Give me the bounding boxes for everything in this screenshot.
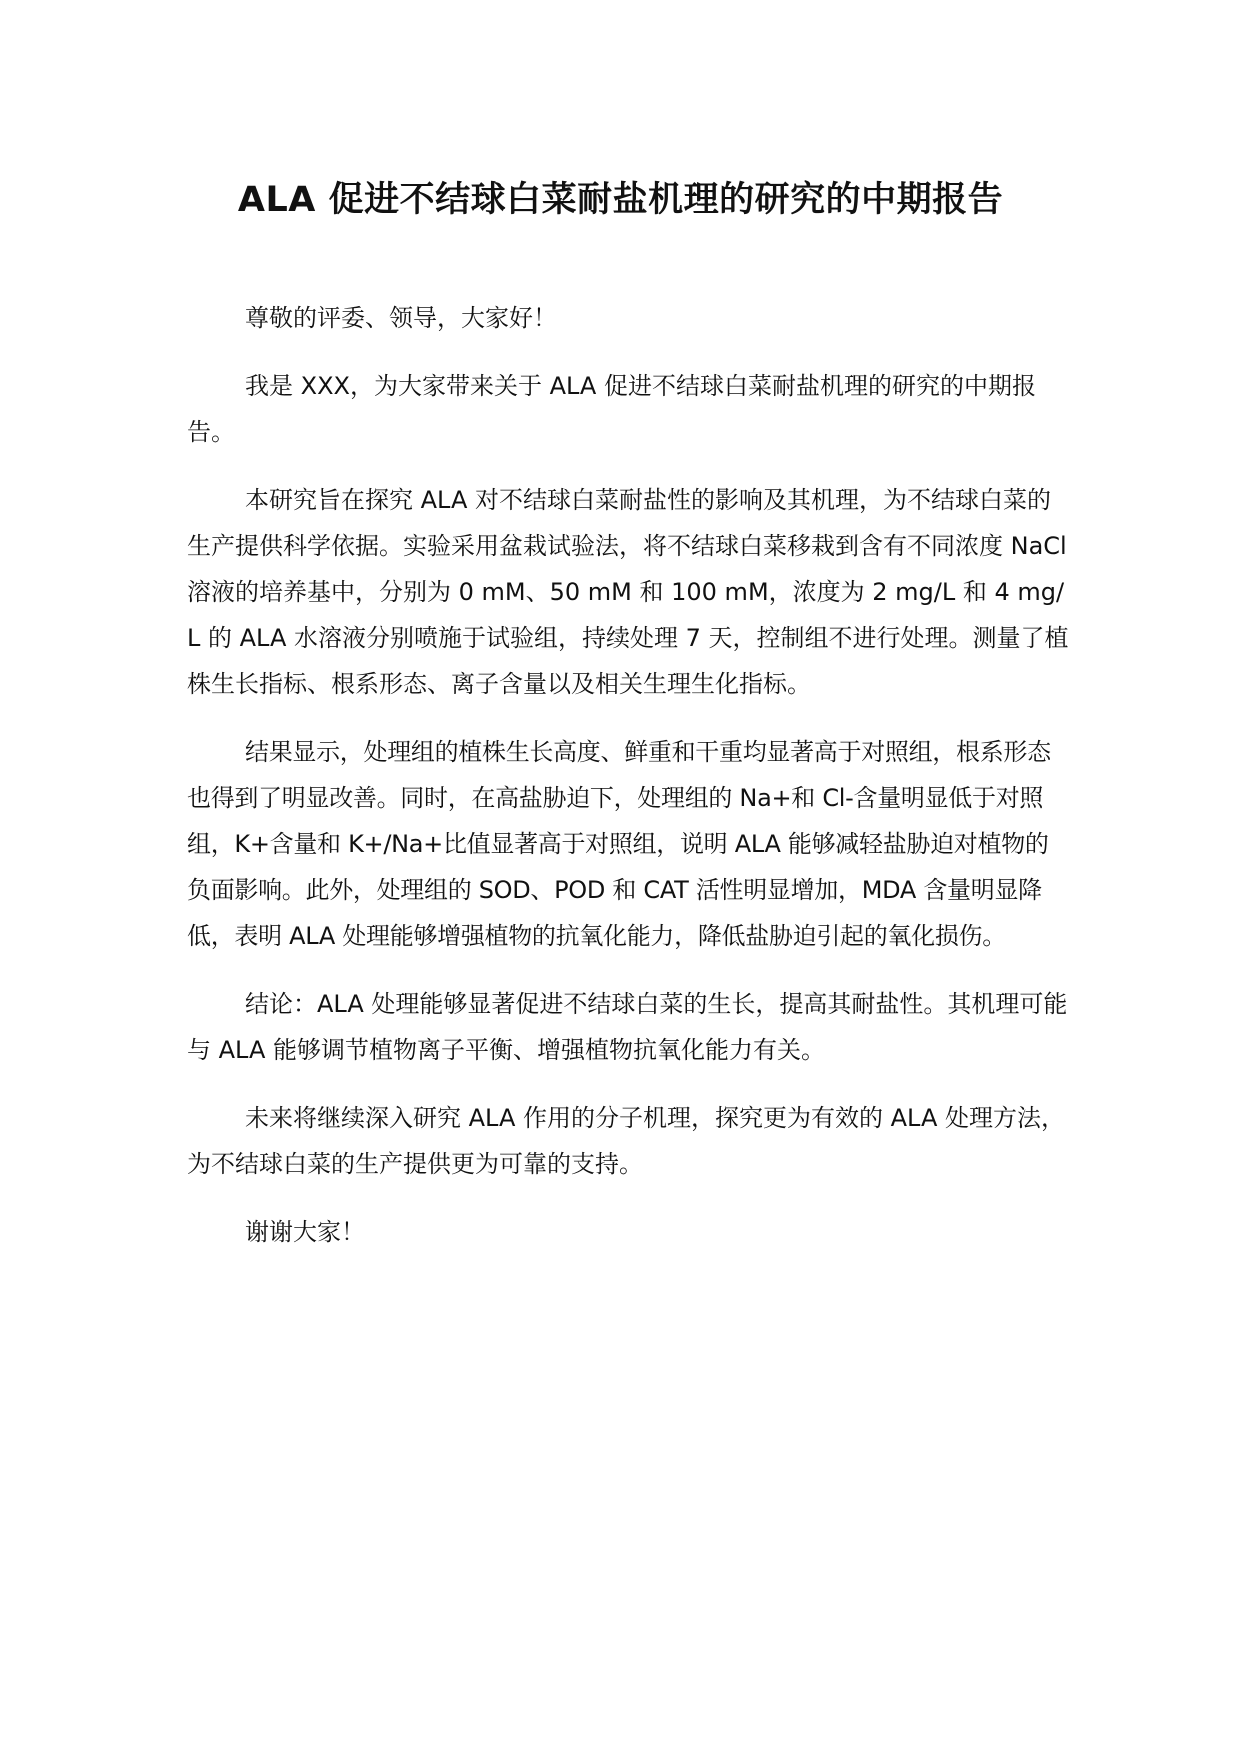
paragraph-conclusion: 结论：ALA 处理能够显著促进不结球白菜的生长，提高其耐盐性。其机理可能与 ALA 能够调节植物离子平衡、增强植物抗氧化能力有关。 bbox=[187, 990, 1068, 1064]
paragraph-thanks: 谢谢大家！ bbox=[245, 1218, 365, 1246]
paragraph-results: 结果显示，处理组的植株生长高度、鲜重和干重均显著高于对照组，根系形态也得到了明显改善。同时，在高盐胁迫下，处理组的 Na+和 Cl-含量明显低于对照组，K+含量和 K+/Na+比值显著高于对照组，说明 ALA 能够减轻盐胁迫对植物的负面影响。此外，处理组的 SOD、POD 和 CAT 活性明显增加，MDA 含量明显降低，表明 ALA 处理能够增强植物的抗氧化能力，降低盐胁迫引起的氧化损伤。 bbox=[187, 738, 1051, 950]
paragraph-future-work: 未来将继续深入研究 ALA 作用的分子机理，探究更为有效的 ALA 处理方法，为不结球白菜的生产提供更为可靠的支持。 bbox=[187, 1104, 1066, 1178]
paragraph-greeting: 尊敬的评委、领导，大家好！ bbox=[245, 304, 557, 332]
paragraph-methods: 本研究旨在探究 ALA 对不结球白菜耐盐性的影响及其机理，为不结球白菜的生产提供科学依据。实验采用盆栽试验法，将不结球白菜移栽到含有不同浓度 NaCl 溶液的培养基中，分别为 0 mM、50 mM 和 100 mM，浓度为 2 mg/L 和 4 mg/L 的 ALA 水溶液分别喷施于试验组，持续处理 7 天，控制组不进行处理。测量了植株生长指标、根系形态、离子含量以及相关生理生化指标。 bbox=[187, 486, 1069, 698]
document-body bbox=[187, 295, 1072, 1277]
paragraph-introduction: 我是 XXX，为大家带来关于 ALA 促进不结球白菜耐盐机理的研究的中期报告。 bbox=[187, 372, 1036, 446]
document-title: ALA 促进不结球白菜耐盐机理的研究的中期报告 bbox=[237, 180, 1004, 220]
